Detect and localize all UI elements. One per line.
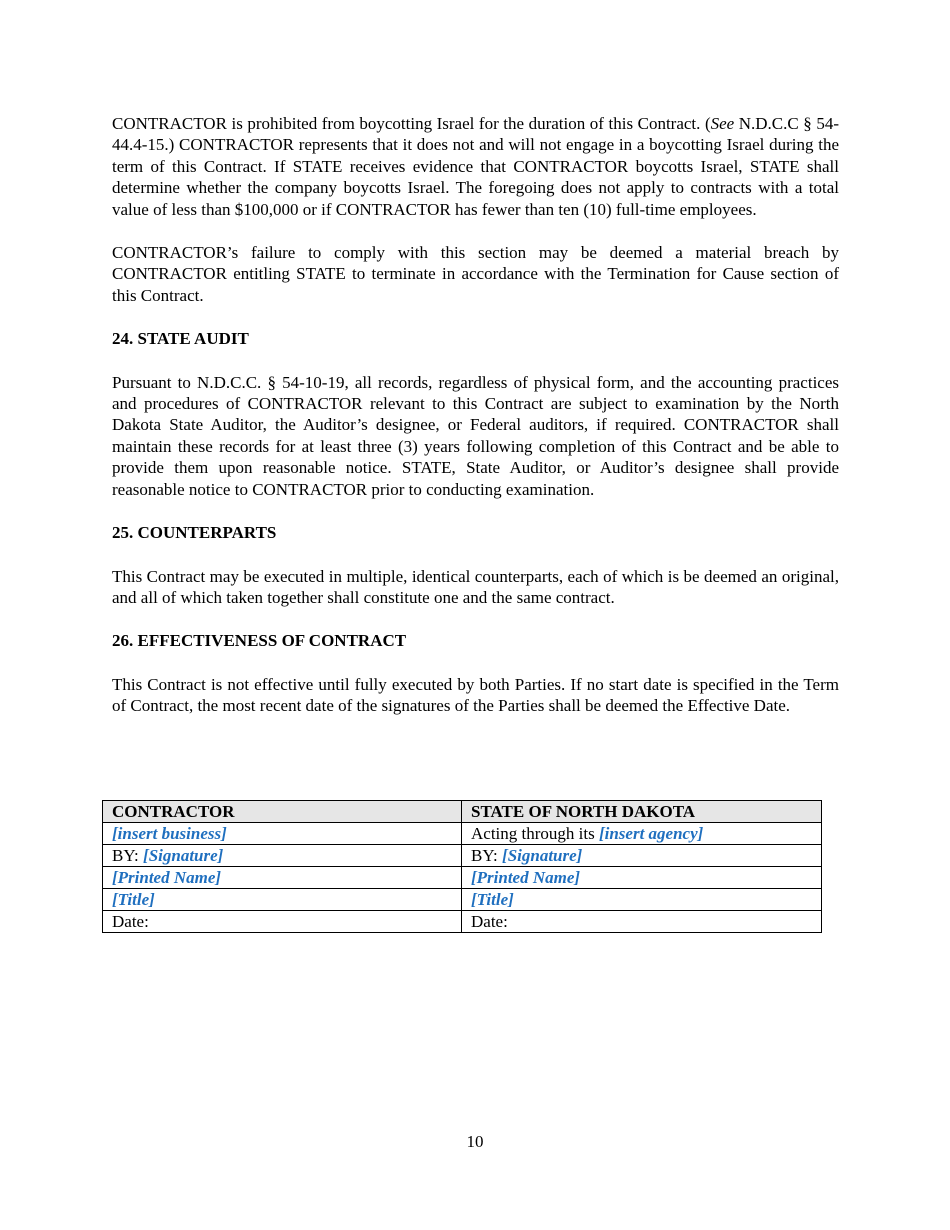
contractor-signature-cell	[103, 845, 462, 867]
state-date-cell: Date:	[462, 911, 822, 933]
see-citation: See	[710, 114, 735, 133]
signature-table-row	[103, 889, 822, 911]
signature-table-row	[103, 867, 822, 889]
effectiveness-paragraph: This Contract is not effective until fully executed by both Parties. If no start date is specified in the Term of Contract, the most recent date of the signatures of the Parties shall be deemed the Effective Date.	[112, 674, 839, 716]
contractor-business-cell	[103, 823, 462, 845]
state-audit-heading: 24. STATE AUDIT	[112, 329, 249, 349]
by-label: BY:	[471, 845, 503, 865]
state-printed-name-placeholder: [Printed Name]	[471, 867, 581, 887]
state-agency-cell	[462, 823, 822, 845]
signature-table-row	[103, 845, 822, 867]
boycott-text-2: N.D.C.C § 54-44.4-15.) CONTRACTOR represents that it does not and will not engage in a boycotting Israel during the term of this Contract. If STATE receives evidence that CONTRACTOR boycotts Israel, STATE shall determine whether the company boycotts Israel. The foregoing does not apply to contracts with a total value of less than $100,000 or if CONTRACTOR has fewer than ten (10) full-time employees.	[112, 114, 839, 219]
acting-through-label: Acting through its	[471, 823, 599, 843]
contractor-printed-name-placeholder: [Printed Name]	[112, 867, 222, 887]
signature-table-header-row	[103, 801, 822, 823]
effectiveness-heading: 26. EFFECTIVENESS OF CONTRACT	[112, 631, 407, 651]
page-number: 10	[466, 1132, 484, 1151]
counterparts-heading: 25. COUNTERPARTS	[112, 523, 277, 543]
signature-table-row	[103, 911, 822, 933]
signature-table-row	[103, 823, 822, 845]
signature-table	[102, 800, 822, 933]
boycott-paragraph	[112, 113, 839, 220]
contractor-title-placeholder: [Title]	[112, 889, 155, 909]
contractor-header: CONTRACTOR	[103, 801, 462, 823]
by-label: BY:	[112, 845, 144, 865]
state-printed-name-cell	[462, 867, 822, 889]
contractor-printed-name-cell	[103, 867, 462, 889]
contractor-title-cell	[103, 889, 462, 911]
contractor-date-cell: Date:	[103, 911, 462, 933]
insert-business-placeholder: [insert business]	[112, 823, 227, 843]
state-header: STATE OF NORTH DAKOTA	[462, 801, 822, 823]
state-signature-placeholder: [Signature]	[502, 845, 583, 865]
contractor-signature-placeholder: [Signature]	[143, 845, 224, 865]
insert-agency-placeholder: [insert agency]	[598, 823, 704, 843]
state-title-cell	[462, 889, 822, 911]
state-signature-cell	[462, 845, 822, 867]
counterparts-paragraph: This Contract may be executed in multiple, identical counterparts, each of which is be deemed an original, and all of which taken together shall constitute one and the same contract.	[112, 566, 839, 607]
document-body	[112, 113, 839, 717]
boycott-text-1: CONTRACTOR is prohibited from boycotting Israel for the duration of this Contract. (	[112, 114, 711, 133]
breach-paragraph: CONTRACTOR’s failure to comply with this section may be deemed a material breach by CONTRACTOR entitling STATE to terminate in accordance with the Termination for Cause section of this Contract.	[112, 243, 839, 305]
state-audit-paragraph: Pursuant to N.D.C.C. § 54-10-19, all records, regardless of physical form, and the accounting practices and procedures of CONTRACTOR relevant to this Contract are subject to examination by the North Dakota State Auditor, the Auditor’s designee, or Federal auditors, if required. CONTRACTOR shall maintain these records for at least three (3) years following completion of this Contract and be able to provide them upon reasonable notice. STATE, State Auditor, or Auditor’s designee shall provide reasonable notice to CONTRACTOR prior to conducting examination.	[112, 372, 839, 499]
state-title-placeholder: [Title]	[471, 889, 514, 909]
